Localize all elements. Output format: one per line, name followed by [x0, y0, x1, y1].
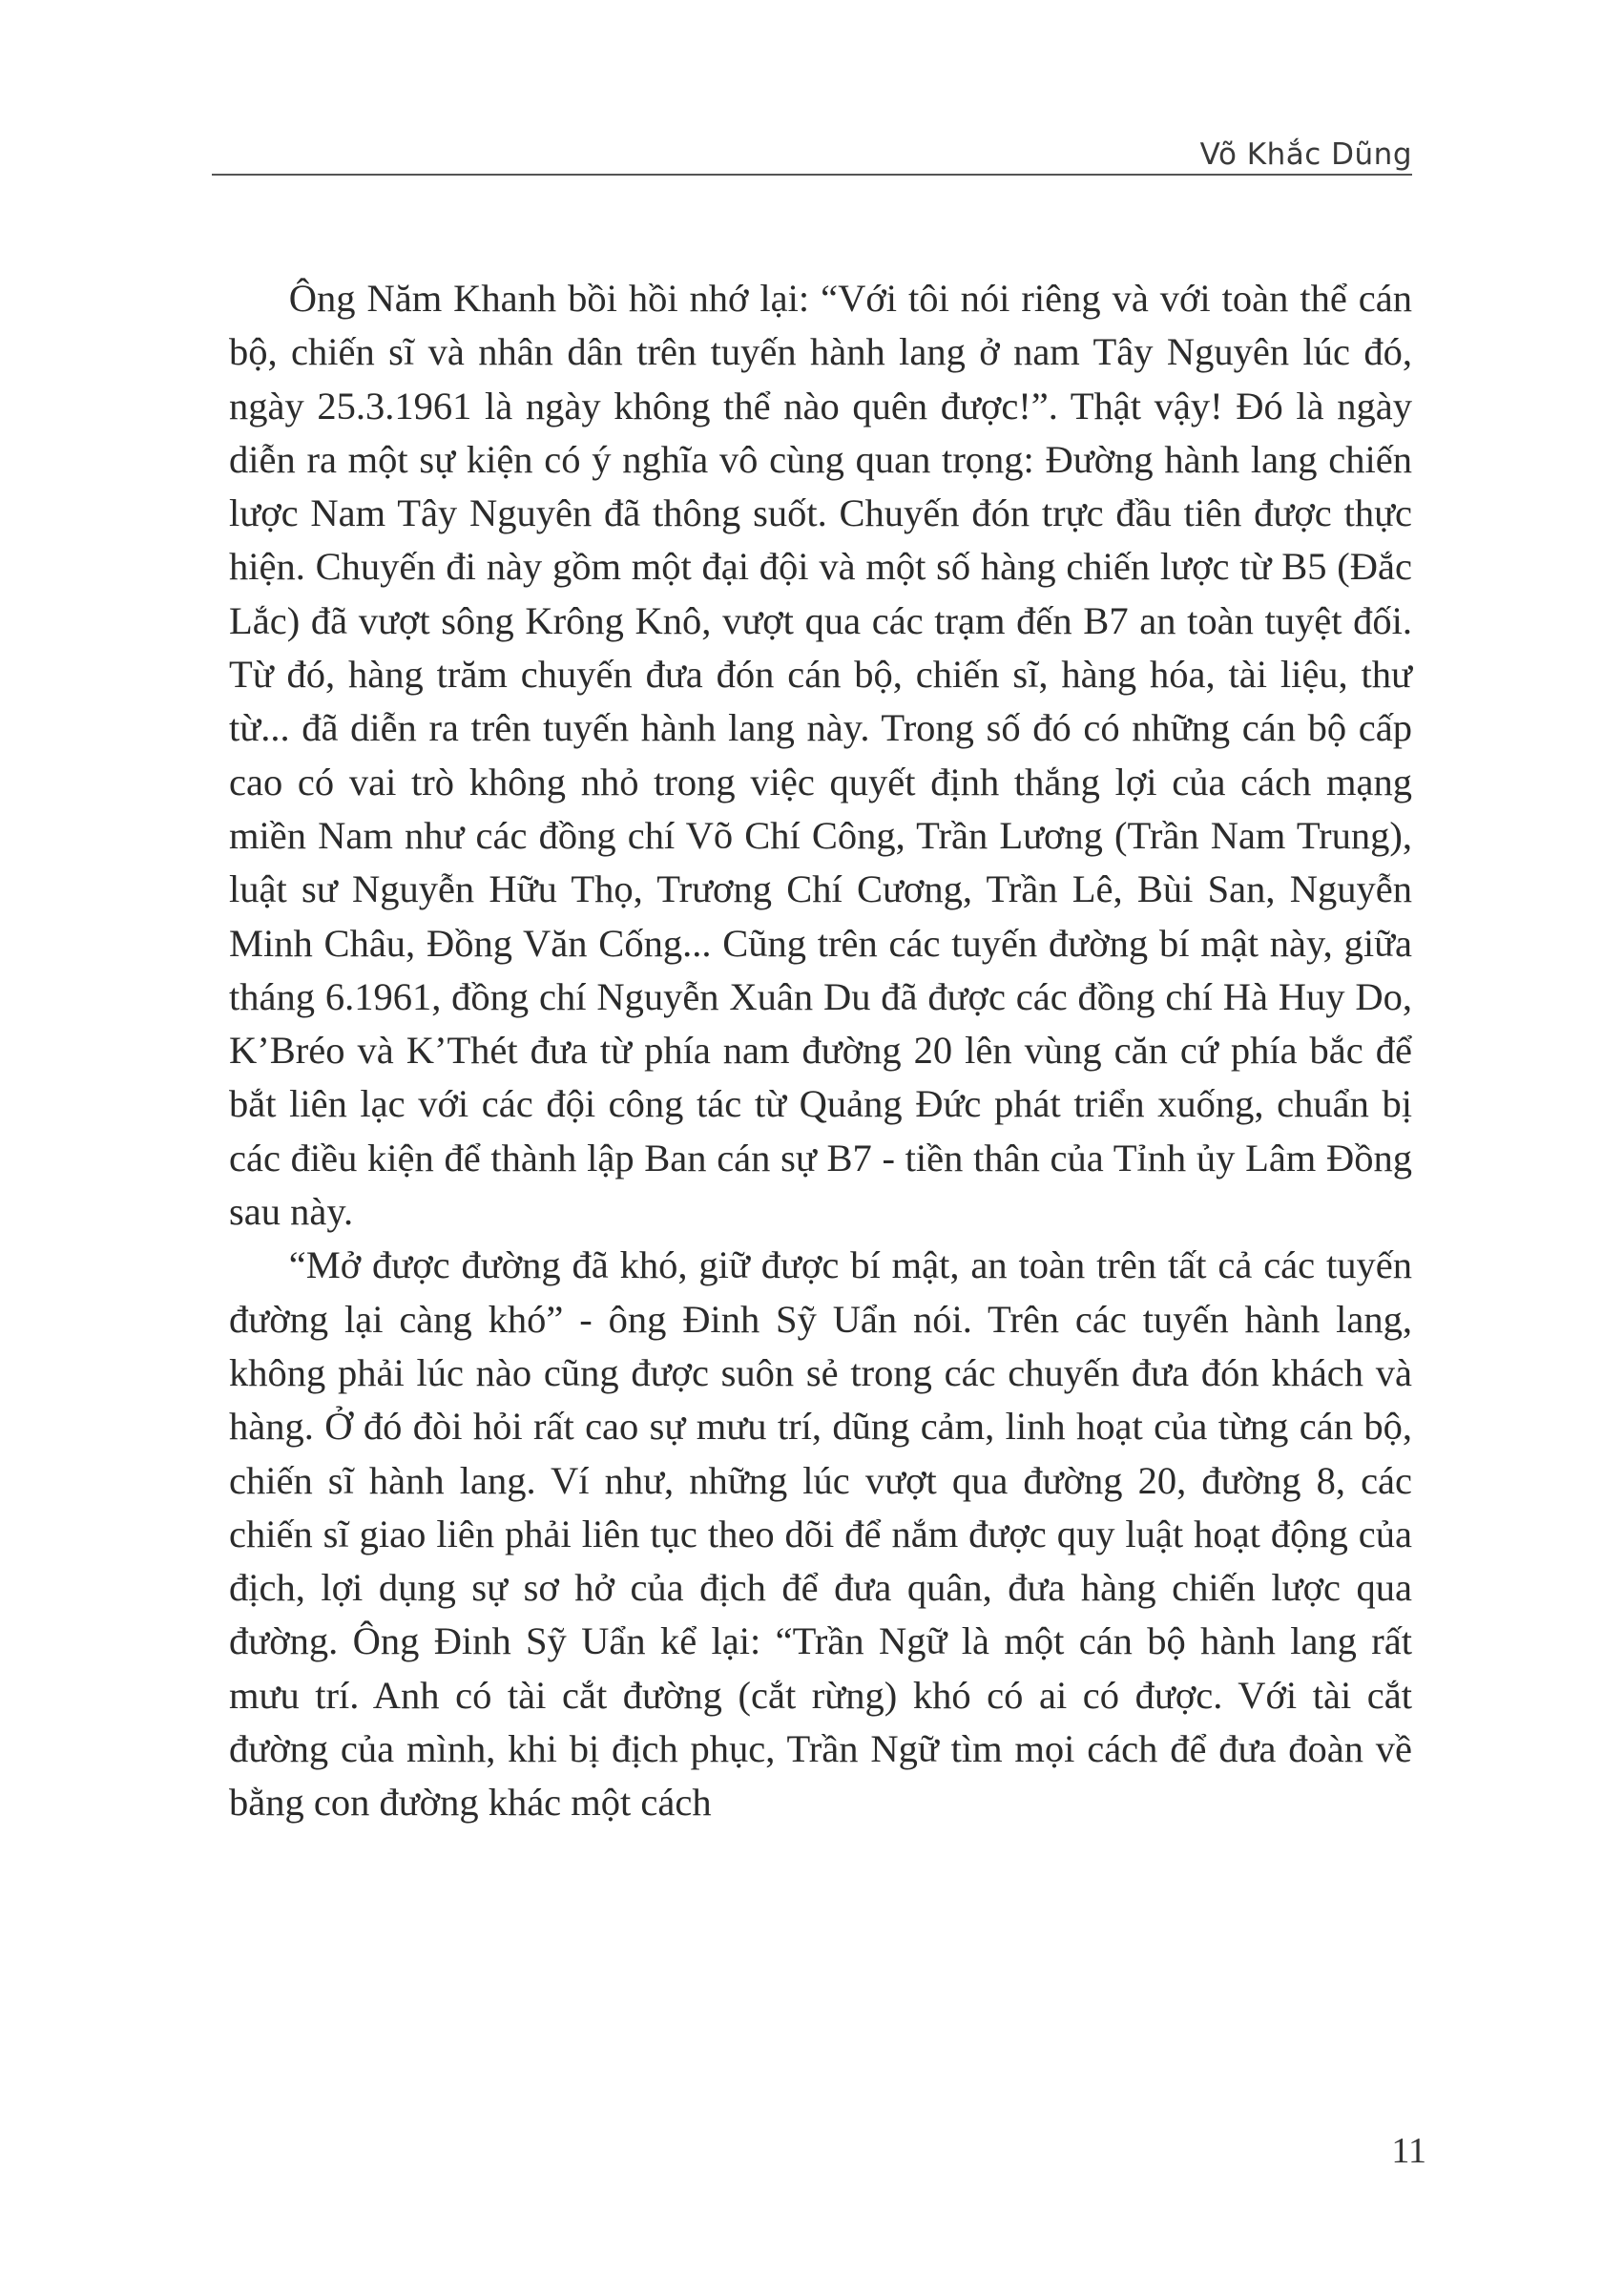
- body-text: [229, 272, 1412, 1830]
- running-header: [212, 105, 1412, 176]
- paragraph: Ông Năm Khanh bồi hồi nhớ lại: “Với tôi nói riêng và với toàn thể cán bộ, chiến sĩ và nhân dân trên tuyến hành lang ở nam Tây Nguyên lúc đó, ngày 25.3.1961 là ngày không thể nào quên được!”. Thật vậy! Đó là ngày diễn ra một sự kiện có ý nghĩa vô cùng quan trọng: Đường hành lang chiến lược Nam Tây Nguyên đã thông suốt. Chuyến đón trực đầu tiên được thực hiện. Chuyến đi này gồm một đại đội và một số hàng chiến lược từ B5 (Đắc Lắc) đã vượt sông Krông Knô, vượt qua các trạm đến B7 an toàn tuyệt đối. Từ đó, hàng trăm chuyến đưa đón cán bộ, chiến sĩ, hàng hóa, tài liệu, thư từ... đã diễn ra trên tuyến hành lang này. Trong số đó có những cán bộ cấp cao có vai trò không nhỏ trong việc quyết định thắng lợi của cách mạng miền Nam như các đồng chí Võ Chí Công, Trần Lương (Trần Nam Trung), luật sư Nguyễn Hữu Thọ, Trương Chí Cương, Trần Lê, Bùi San, Nguyễn Minh Châu, Đồng Văn Cống... Cũng trên các tuyến đường bí mật này, giữa tháng 6.1961, đồng chí Nguyễn Xuân Du đã được các đồng chí Hà Huy Do, K’Bréo và K’Thét đưa từ phía nam đường 20 lên vùng căn cứ phía bắc để bắt liên lạc với các đội công tác từ Quảng Đức phát triển xuống, chuẩn bị các điều kiện để thành lập Ban cán sự B7 - tiền thân của Tỉnh ủy Lâm Đồng sau này.: [229, 277, 1412, 1234]
- header-author: Võ Khắc Dũng: [1199, 137, 1412, 172]
- page-number: 11: [1391, 2131, 1426, 2171]
- paragraph: “Mở được đường đã khó, giữ được bí mật, an toàn trên tất cả các tuyến đường lại càng khó” - ông Đinh Sỹ Uẩn nói. Trên các tuyến hành lang, không phải lúc nào cũng được suôn sẻ trong các chuyến đưa đón khách và hàng. Ở đó đòi hỏi rất cao sự mưu trí, dũng cảm, linh hoạt của từng cán bộ, chiến sĩ hành lang. Ví như, những lúc vượt qua đường 20, đường 8, các chiến sĩ giao liên phải liên tục theo dõi để nắm được quy luật hoạt động của địch, lợi dụng sự sơ hở của địch để đưa quân, đưa hàng chiến lược qua đường. Ông Đinh Sỹ Uẩn kể lại: “Trần Ngữ là một cán bộ hành lang rất mưu trí. Anh có tài cắt đường (cắt rừng) khó có ai có được. Với tài cắt đường của mình, khi bị địch phục, Trần Ngữ tìm mọi cách để đưa đoàn về bằng con đường khác một cách: [229, 1243, 1412, 1825]
